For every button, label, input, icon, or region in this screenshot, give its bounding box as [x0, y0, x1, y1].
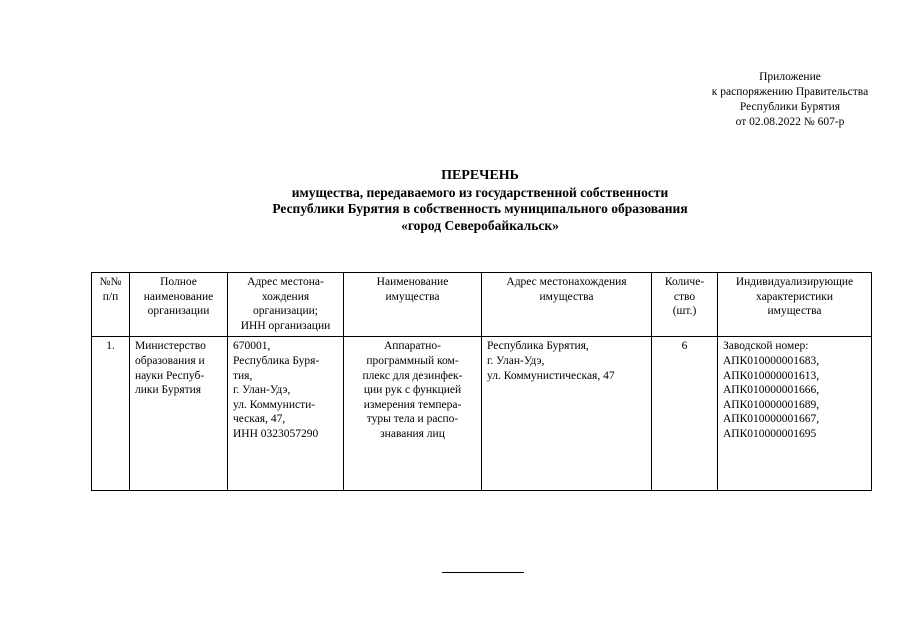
- closing-separator-line: [442, 572, 524, 573]
- header-organization: Полное наименование организации: [130, 273, 228, 337]
- appendix-block: [680, 70, 900, 130]
- title-line: имущества, передаваемого из государственной собственности: [291, 184, 669, 200]
- title-line: Республики Бурятия в собственность муниципального образования: [272, 201, 688, 216]
- title-main: ПЕРЕЧЕНЬ: [441, 168, 519, 183]
- header-org-address: Адрес местона- хождения организации; ИНН организации: [228, 273, 344, 337]
- appendix-line: к распоряжению Правительства: [711, 86, 869, 98]
- appendix-line: Приложение: [759, 71, 821, 83]
- header-quantity: Количе- ство (шт.): [652, 273, 718, 337]
- cell-characteristics: Заводской номер: АПК010000001683, АПК010000001613, АПК010000001666, АПК010000001689, АПК010000001667, АПК010000001695: [718, 337, 872, 491]
- header-number: №№ п/п: [92, 273, 130, 337]
- cell-property-address: Республика Бурятия, г. Улан-Удэ, ул. Коммунистическая, 47: [482, 337, 652, 491]
- header-property-name: Наименование имущества: [344, 273, 482, 337]
- cell-org-address: 670001, Республика Буря- тия, г. Улан-Удэ, ул. Коммунисти- ческая, 47, ИНН 0323057290: [228, 337, 344, 491]
- appendix-line: от 02.08.2022 № 607-р: [735, 116, 845, 128]
- cell-number: 1.: [92, 337, 130, 491]
- table-header-row: [92, 273, 872, 337]
- cell-organization: Министерство образования и науки Респуб- лики Бурятия: [130, 337, 228, 491]
- table-row: [92, 337, 872, 491]
- cell-quantity: 6: [652, 337, 718, 491]
- title-line: «город Северобайкальск»: [401, 217, 559, 233]
- document-title: [140, 168, 820, 234]
- property-table: [91, 272, 872, 491]
- cell-property-name: Аппаратно- программный ком- плекс для дезинфек- ции рук с функцией измерения темпера- туры тела и распо- знавания лиц: [344, 337, 482, 491]
- header-property-address: Адрес местонахождения имущества: [482, 273, 652, 337]
- appendix-line: Республики Бурятия: [739, 101, 841, 113]
- header-characteristics: Индивидуализирующие характеристики имущества: [718, 273, 872, 337]
